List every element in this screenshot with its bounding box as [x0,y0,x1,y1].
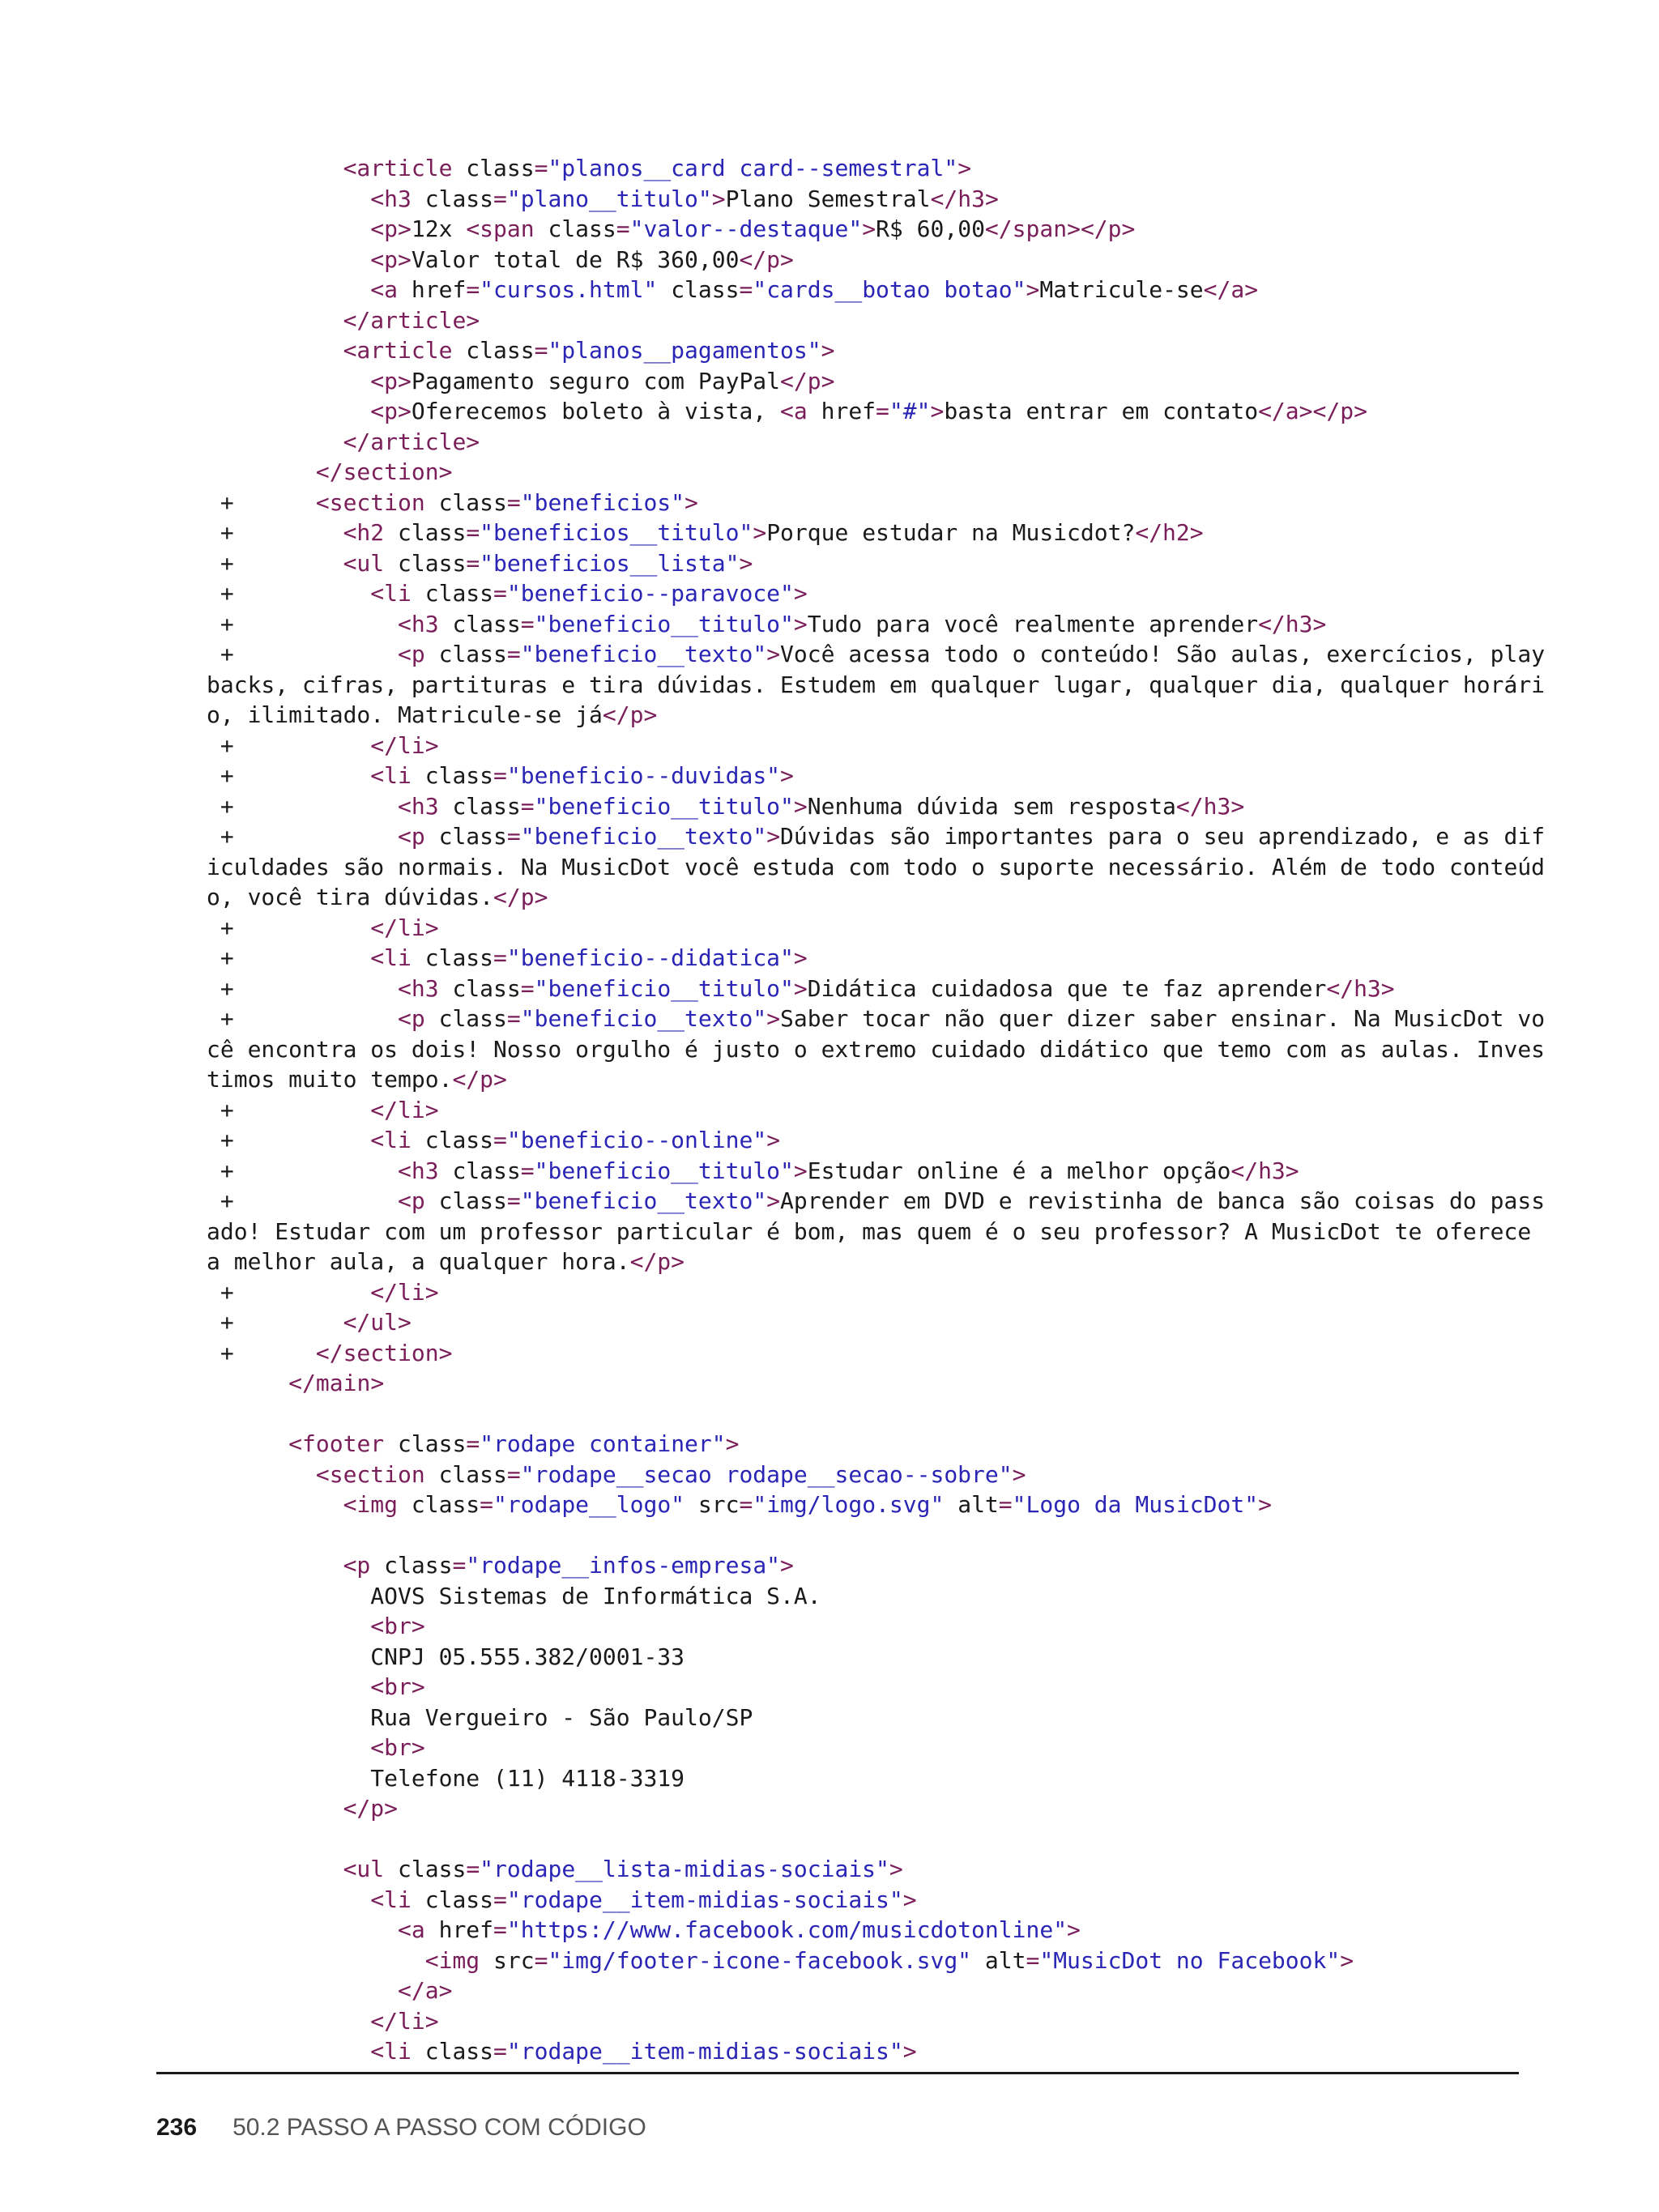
code-line: <img class="rodape__logo" src="img/logo.svg" alt="Logo da MusicDot"> [343,1491,1272,1518]
code-line: + <ul class="beneficios__lista"> [207,549,753,577]
code-line: + <section class="beneficios"> [207,488,698,516]
code-line: + <li class="beneficio--online"> [207,1127,781,1153]
code-line: <p class="rodape__infos-empresa"> [343,1552,794,1579]
code-line: <br> [370,1673,425,1700]
code-line: <p>Valor total de R$ 360,00</p> [370,245,794,273]
code-line: + </li> [207,1278,439,1306]
code-line: <article class="planos__card card--semestral"> [343,155,972,181]
code-line: backs, cifras, partituras e tira dúvidas. Estudem em qualquer lugar, qualquer dia, qualquer horári [207,671,1546,698]
code-line: + </li> [207,1096,439,1123]
code-line: + </section> [207,1339,453,1366]
code-line: a melhor aula, a qualquer hora.</p> [207,1248,685,1275]
code-line: <section class="rodape__secao rodape__secao--sobre"> [315,1460,1026,1488]
code-line: <br> [370,1734,425,1761]
code-line: </article> [343,428,480,455]
code-line: <h3 class="plano__titulo">Plano Semestral</h3> [370,185,999,212]
code-line: + </ul> [207,1309,412,1336]
code-line: <li class="rodape__item-midias-sociais"> [370,2038,917,2065]
code-line: + <p class="beneficio__texto">Saber tocar não quer dizer saber ensinar. Na MusicDot vo [207,1005,1546,1032]
code-line: <li class="rodape__item-midias-sociais"> [370,1886,917,1913]
code-line [207,1399,1519,1430]
code-line: AOVS Sistemas de Informática S.A. [207,1582,821,1609]
code-line: <footer class="rodape container"> [288,1430,740,1457]
code-line: o, ilimitado. Matricule-se já</p> [207,701,658,728]
code-line: + <li class="beneficio--paravoce"> [207,580,808,607]
code-line: CNPJ 05.555.382/0001-33 [207,1643,685,1670]
page-number: 236 [156,2114,198,2141]
section-title: 50.2 PASSO A PASSO COM CÓDIGO [232,2114,646,2141]
code-line: <br> [370,1613,425,1639]
code-line: <article class="planos__pagamentos"> [343,337,835,364]
code-line: </article> [343,306,480,334]
code-line: </section> [315,458,453,485]
code-line: </a> [398,1977,453,2004]
code-line: <a href="cursos.html" class="cards__botao botao">Matricule-se</a> [370,276,1259,303]
code-line: + </li> [207,731,439,759]
code-line: </main> [288,1370,385,1396]
code-line: timos muito tempo.</p> [207,1066,507,1093]
code-line: <ul class="rodape__lista-midias-sociais"> [343,1856,903,1882]
code-listing [207,153,1546,2067]
code-line: + <p class="beneficio__texto">Aprender em DVD e revistinha de banca são coisas do pass [207,1187,1546,1214]
code-line [207,1824,1519,1855]
code-line: cê encontra os dois! Nosso orgulho é justo o extremo cuidado didático que temo com as aulas. Inves [207,1035,1546,1063]
page-footer [156,2114,646,2142]
code-line: + <li class="beneficio--didatica"> [207,944,808,971]
code-line: Telefone (11) 4118-3319 [207,1764,685,1792]
code-line: + <h2 class="beneficios__titulo">Porque estudar na Musicdot?</h2> [207,519,1204,546]
code-line: </p> [343,1795,399,1822]
code-line: iculdades são normais. Na MusicDot você estuda com todo o suporte necessário. Além de todo conteúd [207,853,1546,880]
code-line: + <h3 class="beneficio__titulo">Didática cuidadosa que te faz aprender</h3> [207,974,1395,1002]
code-line: + </li> [207,914,439,941]
code-line: <img src="img/footer-icone-facebook.svg" alt="MusicDot no Facebook"> [424,1946,1354,1974]
code-line [207,1520,1519,1551]
code-line: + <p class="beneficio__texto">Dúvidas são importantes para o seu aprendizado, e as dif [207,823,1546,850]
code-line: + <h3 class="beneficio__titulo">Tudo para você realmente aprender</h3> [207,610,1327,637]
code-line: + <p class="beneficio__texto">Você acessa todo o conteúdo! São aulas, exercícios, play [207,641,1546,667]
code-line: + <h3 class="beneficio__titulo">Nenhuma dúvida sem resposta</h3> [207,792,1245,820]
code-line: Rua Vergueiro - São Paulo/SP [207,1703,753,1731]
code-line: <p>Oferecemos boleto à vista, <a href="#">basta entrar em contato</a></p> [370,398,1367,424]
code-line: + <h3 class="beneficio__titulo">Estudar online é a melhor opção</h3> [207,1157,1299,1184]
code-line: <a href="https://www.facebook.com/musicdotonline"> [398,1916,1081,1943]
footer-divider [156,2072,1519,2074]
code-line: ado! Estudar com um professor particular é bom, mas quem é o seu professor? A MusicDot te oferece [207,1217,1532,1245]
code-line: </li> [370,2007,439,2035]
code-line: + <li class="beneficio--duvidas"> [207,762,794,789]
code-line: <p>12x <span class="valor--destaque">R$ 60,00</span></p> [370,215,1136,242]
code-line: o, você tira dúvidas.</p> [207,884,548,910]
code-line: <p>Pagamento seguro com PayPal</p> [370,367,835,394]
